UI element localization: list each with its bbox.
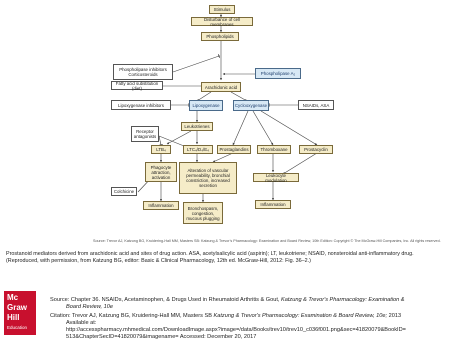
node-phospholipase-inhibitors: Phospholipase inhibitors Corticosteroids — [113, 64, 173, 80]
node-bronchospasm: Bronchospasm, congestion, mucous plugging — [183, 202, 223, 224]
source-line — [50, 297, 445, 311]
citation-book-title: Katzung & Trevor's Pharmacology: Examination & Board Review, 10e; — [213, 313, 388, 319]
available-at-label: Available at: — [66, 320, 97, 326]
node-stimulus: Stimulus — [209, 5, 235, 14]
source-book-title-2: Board Review, 10e — [66, 304, 113, 310]
node-alteration-vascular: Alteration of vascular permeability, bronchial constriction, increased secretion — [179, 162, 237, 194]
logo-line-4: Education — [7, 325, 28, 330]
citation-line — [50, 313, 445, 341]
node-lipoxygenase-inhibitors: Lipoxygenase inhibitors — [111, 100, 171, 110]
node-ltb4: LTB₄ — [151, 145, 171, 154]
node-leukocyte-modulation: Leukocyte modulation — [253, 173, 299, 182]
node-nsaids-asa: NSAIDs, ASA — [298, 100, 334, 110]
figure — [93, 4, 349, 244]
logo-line-3: Hill — [7, 313, 20, 322]
node-ltc4: LTC₄/D₄/E₄ — [183, 145, 213, 154]
source-book-title: Katzung & Trevor's Pharmacology: Examination & — [281, 297, 405, 303]
citation-prefix: Citation: Trevor AJ, Katzung BG, Kruidering-Hall MM, Masters SB — [50, 313, 212, 319]
node-prostaglandins: Prostaglandins — [217, 145, 251, 154]
image-url-link-2[interactable]: 513&ChapterSecID=41820079&imagename= Accessed: December 20, 2017 — [66, 334, 257, 340]
node-lipoxygenase: Lipoxygenase — [189, 100, 223, 111]
publisher-logo — [4, 291, 36, 335]
node-cyclooxygenase: Cyclooxygenase — [233, 100, 269, 111]
node-fatty-acid-substitution: Fatty acid substitution (diet) — [111, 81, 163, 90]
node-thromboxane: Thromboxane — [257, 145, 291, 154]
node-colchicine: Colchicine — [111, 187, 137, 196]
node-phagocyte-attraction: Phagocyte attraction, activation — [145, 162, 177, 182]
node-prostacyclin: Prostacyclin — [299, 145, 333, 154]
logo-line-2: Graw — [7, 303, 28, 312]
image-url-link[interactable]: http://accesspharmacy.mhmedical.com/DownloadImage.aspx?image=/data/Books/trev10/trev10_c036f001.png&sec=41820079&BookID= — [66, 327, 406, 333]
source-citation-block — [50, 297, 445, 343]
node-disturbance: Disturbance of cell membranes — [191, 17, 253, 26]
node-phospholipase-a2: Phospholipase A₂ — [255, 68, 301, 79]
figure-copyright: Source: Trevor AJ, Katzung BG, Kruidering-Hall MM, Masters SB: Katzung & Trevor’s Pharmacology: Examination and Board Review, 10th Edition: Copyright © The McGraw-Hill Companies, Inc. All rights reserved. — [93, 239, 441, 243]
node-leukotrienes: Leukotrienes — [181, 122, 213, 131]
source-prefix: Source: Chapter 36. NSAIDs, Acetaminophen, & Drugs Used in Rheumatoid Arthritis & Gout, — [50, 297, 280, 303]
node-phospholipids: Phospholipids — [201, 32, 239, 41]
figure-caption: Prostanoid mediators derived from arachidonic acid and sites of drug action. ASA, acetylsalicylic acid (aspirin); LT, leukotriene; NSAID, nonsteroidal anti-inflammatory drug. (Reproduced, with permission, from Katzung BG, editor: Basic & Clinical Pharmacology, 12th ed. McGraw-Hill, 2012: Fig. 36–2.) — [6, 251, 414, 264]
node-receptor-antagonists: Receptor antagonists — [131, 126, 159, 142]
node-inflammation-right: Inflammation — [255, 200, 291, 209]
citation-year: 2013 — [388, 313, 402, 319]
logo-line-1: Mc — [7, 293, 19, 302]
node-inflammation-left: Inflammation — [143, 201, 179, 210]
node-arachidonic-acid: Arachidonic acid — [201, 82, 241, 92]
